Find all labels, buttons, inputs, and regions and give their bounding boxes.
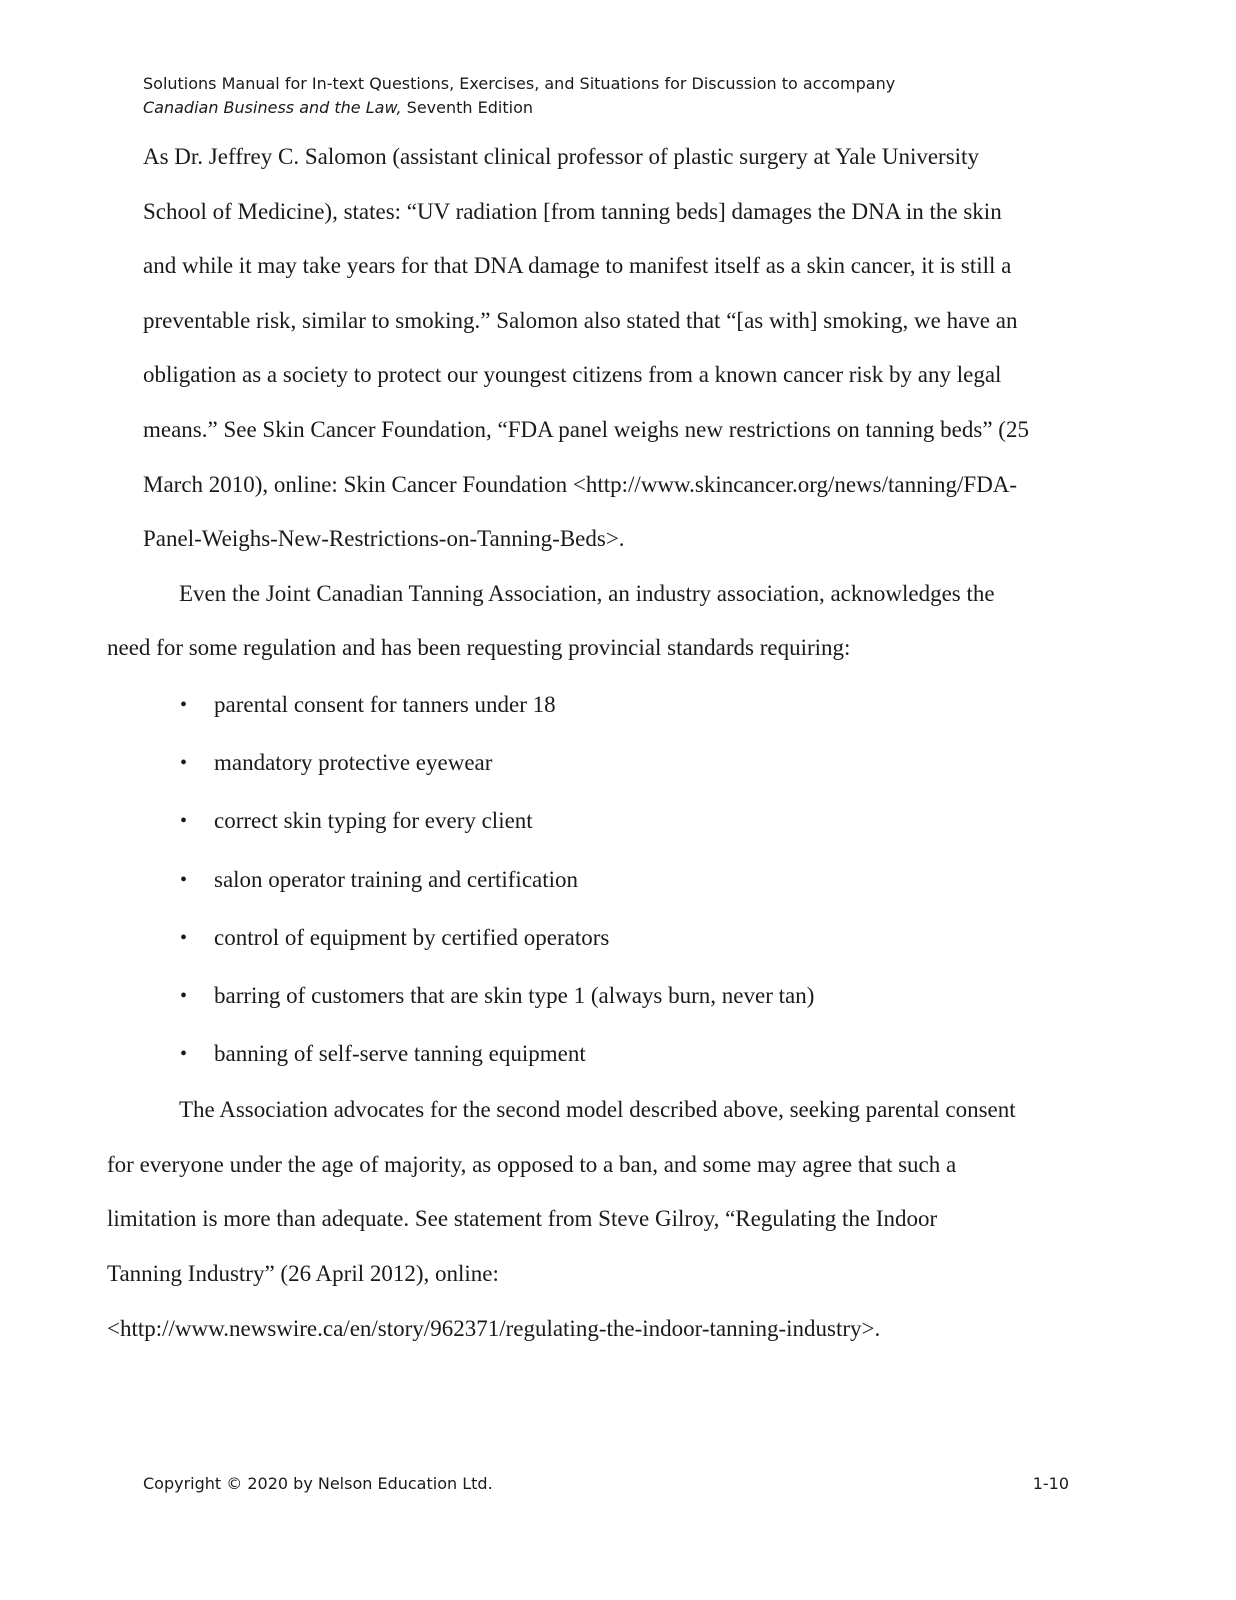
newswire-url: <http://www.newswire.ca/en/story/962371/regulating-the-indoor-tanning-industry>.: [107, 1315, 881, 1341]
list-item-text: salon operator training and certification: [214, 866, 579, 892]
text-line: Panel-Weighs-New-Restrictions-on-Tanning-Beds>.: [143, 526, 625, 552]
list-item: [143, 909, 1073, 967]
page-number: 1-10: [1032, 1474, 1069, 1493]
text-line: limitation is more than adequate. See statement from Steve Gilroy, “Regulating the Indoor: [107, 1206, 938, 1232]
list-item-text: correct skin typing for every client: [214, 808, 533, 834]
paragraph-salomon-quote: [143, 130, 1073, 567]
copyright-notice: Copyright © 2020 by Nelson Education Ltd.: [143, 1474, 493, 1493]
document-body: [107, 130, 1073, 1356]
text-line: for everyone under the age of majority, as opposed to a ban, and some may agree that such a: [107, 1151, 957, 1177]
bullet-icon: •: [180, 1043, 188, 1066]
text-line: As Dr. Jeffrey C. Salomon (assistant clinical professor of plastic surgery at Yale University: [143, 144, 979, 169]
list-item: [143, 851, 1073, 909]
paragraph-tanning-association: [107, 567, 1073, 676]
text-line: and while it may take years for that DNA damage to manifest itself as a skin cancer, it is still a: [143, 253, 1012, 279]
text-line: means.” See Skin Cancer Foundation, “FDA panel weighs new restrictions on tanning beds” (25: [143, 416, 1029, 442]
bullet-icon: •: [180, 868, 188, 891]
header-book-title: Canadian Business and the Law,: [143, 98, 402, 117]
list-item: [143, 792, 1073, 850]
text-line: The Association advocates for the second model described above, seeking parental consent: [179, 1097, 1016, 1123]
text-line: School of Medicine), states: “UV radiation [from tanning beds] damages the DNA in the skin: [143, 198, 1002, 224]
paragraph-association-advocates: [107, 1083, 1073, 1356]
standards-bullet-list: [143, 676, 1073, 1083]
text-line: Even the Joint Canadian Tanning Association, an industry association, acknowledges the: [179, 580, 995, 606]
list-item-text: control of equipment by certified operators: [214, 924, 610, 950]
list-item-text: barring of customers that are skin type 1 (always burn, never tan): [214, 982, 815, 1008]
text-line: Tanning Industry” (26 April 2012), online:: [107, 1261, 499, 1287]
list-item: [143, 967, 1073, 1025]
text-line: preventable risk, similar to smoking.” Salomon also stated that “[as with] smoking, we have an: [143, 307, 1018, 333]
bullet-icon: •: [180, 926, 188, 949]
list-item: [143, 1025, 1073, 1083]
list-item-text: parental consent for tanners under 18: [214, 691, 556, 717]
list-item-text: banning of self-serve tanning equipment: [214, 1041, 586, 1067]
running-header: [143, 72, 895, 120]
list-item-text: mandatory protective eyewear: [214, 750, 493, 776]
bullet-icon: •: [180, 810, 188, 833]
text-line: obligation as a society to protect our youngest citizens from a known cancer risk by any legal: [143, 362, 1002, 388]
list-item: [143, 676, 1073, 734]
bullet-icon: •: [180, 693, 188, 716]
page-footer: [143, 1473, 1069, 1495]
list-item: [143, 734, 1073, 792]
text-line: March 2010), online: Skin Cancer Foundation <http://www.skincancer.org/news/tanning/FDA-: [143, 471, 1018, 497]
header-line-2: [143, 96, 895, 120]
header-edition: Seventh Edition: [401, 98, 533, 117]
bullet-icon: •: [180, 984, 188, 1007]
text-line: need for some regulation and has been requesting provincial standards requiring:: [107, 635, 851, 661]
bullet-icon: •: [180, 752, 188, 775]
header-line-1: Solutions Manual for In-text Questions, Exercises, and Situations for Discussion to accompany: [143, 74, 896, 93]
